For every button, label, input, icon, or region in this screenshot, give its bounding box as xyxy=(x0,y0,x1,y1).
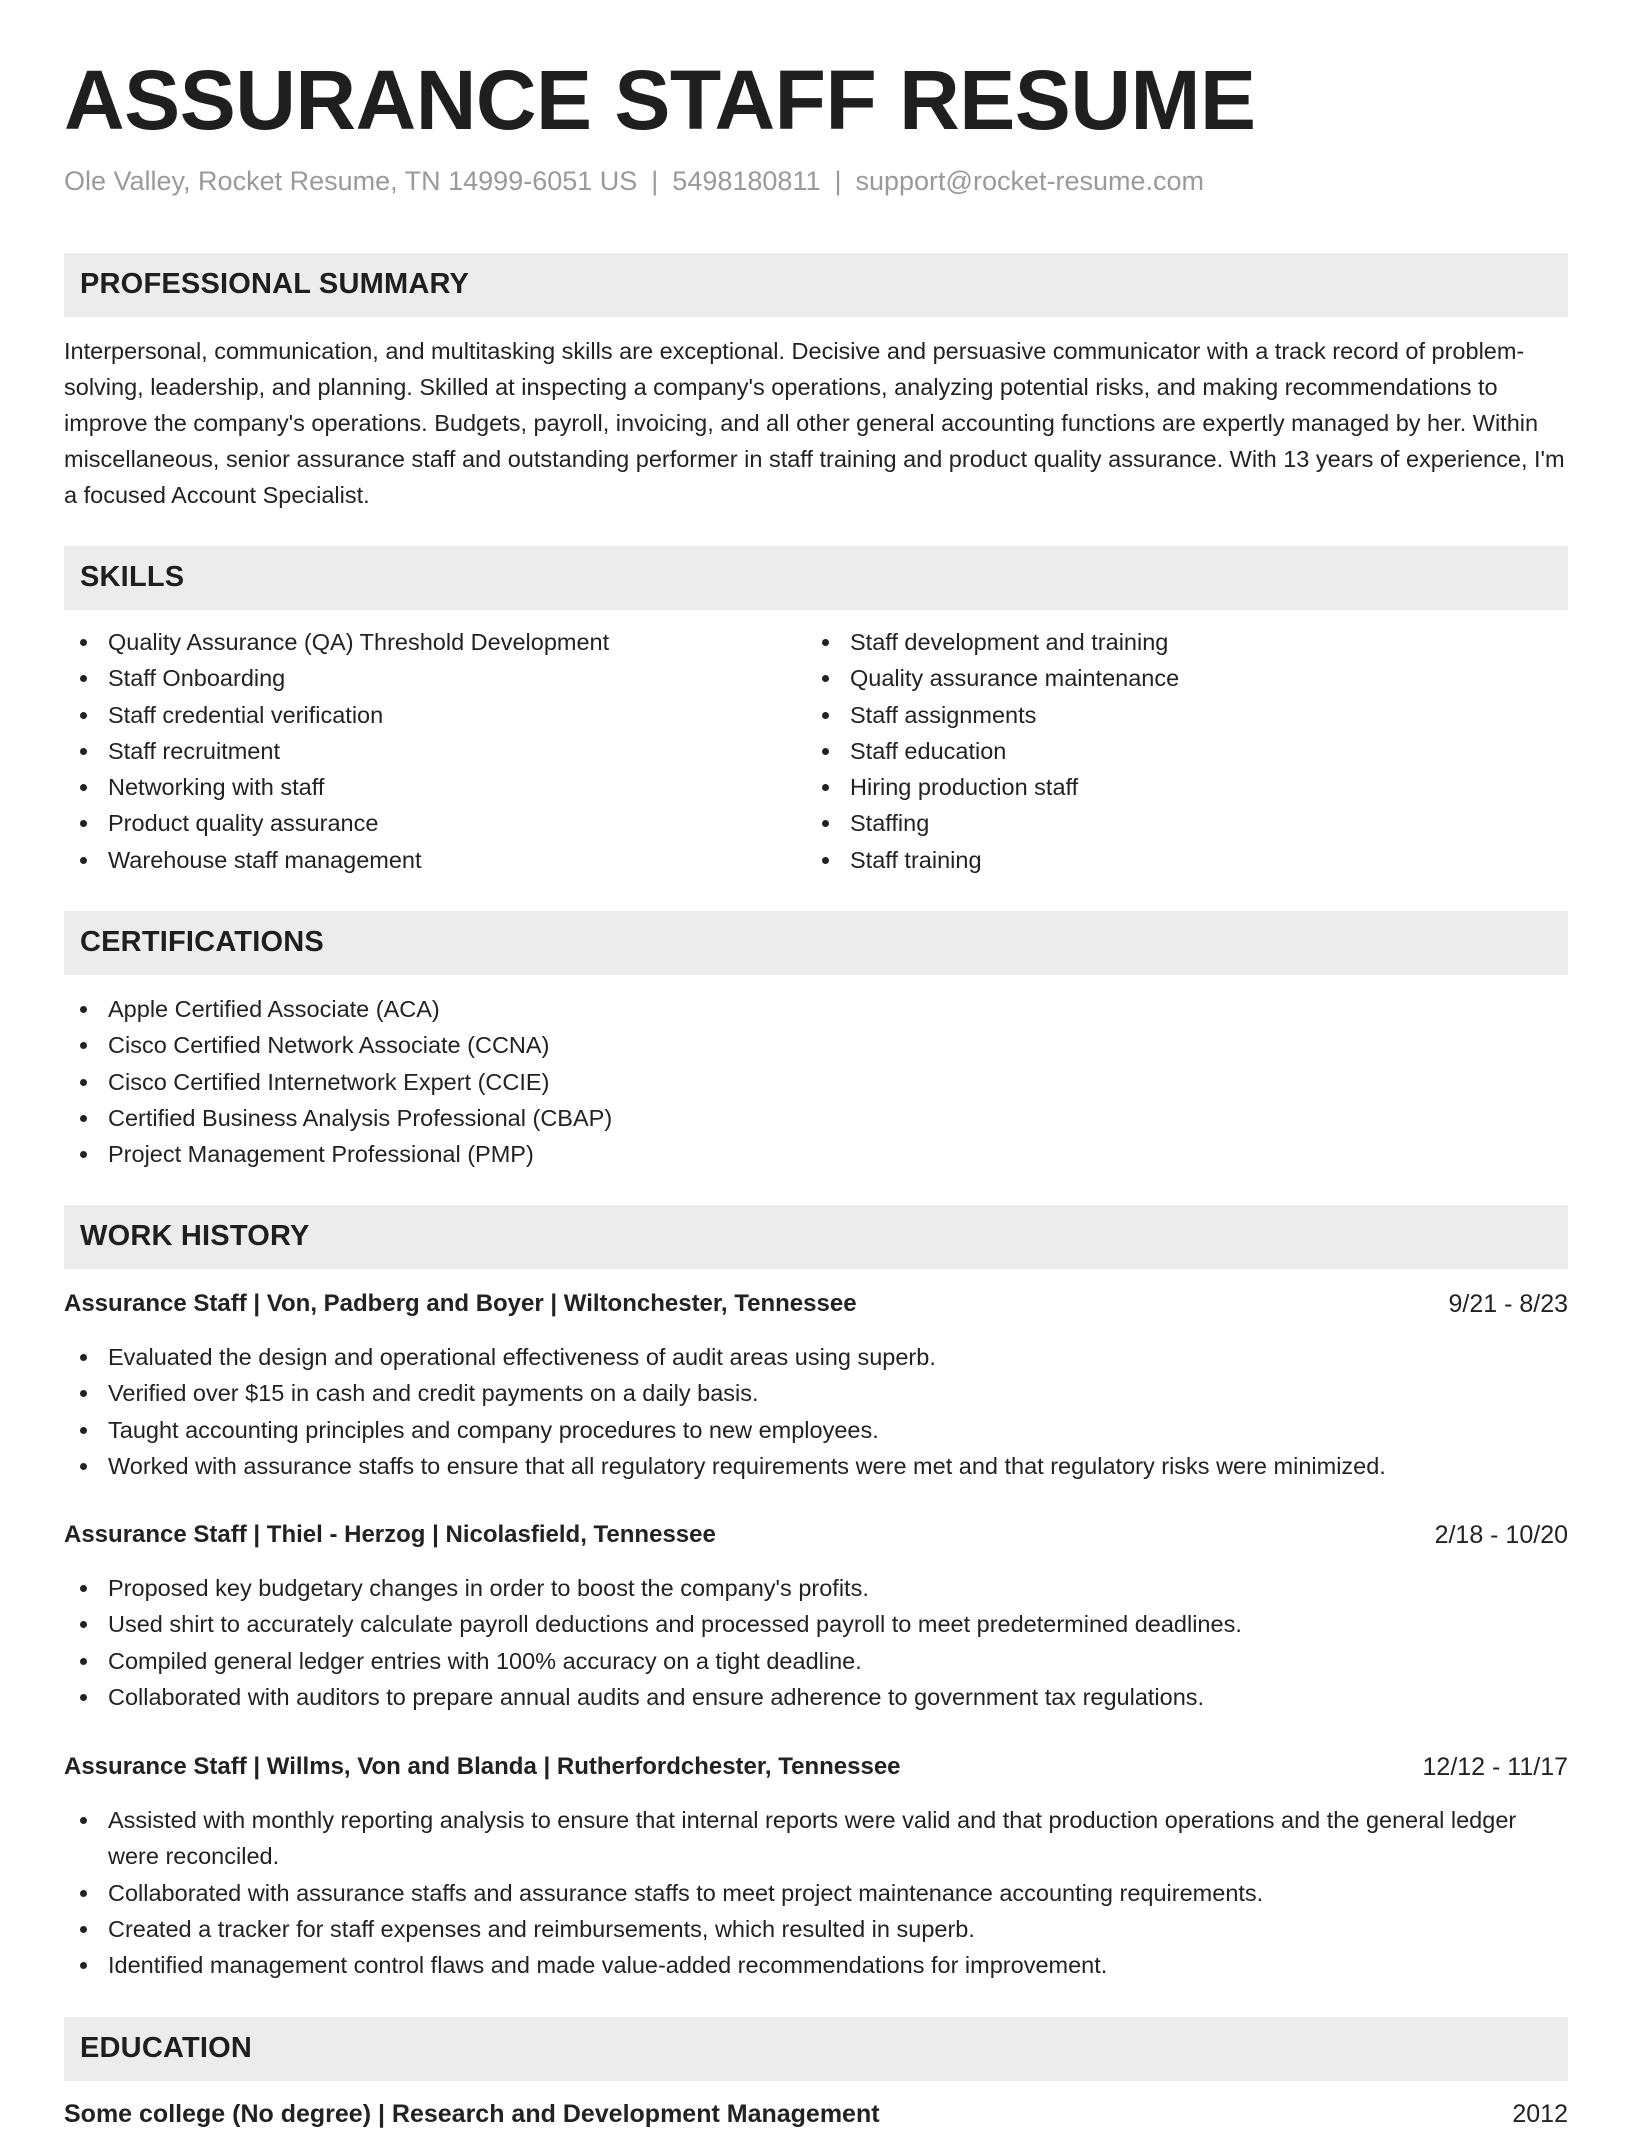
skill-item: Product quality assurance xyxy=(64,805,804,841)
education-heading-bar xyxy=(64,2017,1568,2081)
skill-item: Staff recruitment xyxy=(64,733,804,769)
education-degree: Some college (No degree) | Research and Development Management xyxy=(64,2100,880,2128)
skill-item: Hiring production staff xyxy=(806,769,1566,805)
job-bullets xyxy=(64,1339,1568,1484)
skill-item: Staff education xyxy=(806,733,1566,769)
contact-email[interactable]: support@rocket-resume.com xyxy=(855,166,1205,196)
job-bullets xyxy=(64,1570,1568,1715)
job-bullet: Evaluated the design and operational effectiveness of audit areas using superb. xyxy=(64,1339,1568,1375)
skill-item: Networking with staff xyxy=(64,769,804,805)
certifications-list xyxy=(64,991,1568,1172)
certifications-heading-bar xyxy=(64,911,1568,975)
job-bullet: Collaborated with auditors to prepare annual audits and ensure adherence to government tax regulations. xyxy=(64,1679,1568,1715)
skill-item: Warehouse staff management xyxy=(64,842,804,878)
work-heading-bar xyxy=(64,1205,1568,1269)
skills-heading-bar xyxy=(64,546,1568,610)
summary-text: Interpersonal, communication, and multitasking skills are exceptional. Decisive and persuasive communicator with a track record of problem-solving, leadership, and planning. Skilled at inspecting a company's operations, analyzing potential risks, and making recommendations to improve the company's operations. Budgets, payroll, invoicing, and all other general accounting functions are expertly managed by her. Within miscellaneous, senior assurance staff and outstanding performer in staff training and product quality assurance. With 13 years of experience, I'm a focused Account Specialist. xyxy=(64,338,1565,508)
contact-separator: | xyxy=(834,166,842,196)
job-bullet: Compiled general ledger entries with 100% accuracy on a tight deadline. xyxy=(64,1643,1568,1679)
job-bullets xyxy=(64,1802,1568,1983)
summary-heading-bar xyxy=(64,253,1568,317)
skill-item: Quality assurance maintenance xyxy=(806,660,1566,696)
certification-item: Certified Business Analysis Professional (CBAP) xyxy=(64,1100,1568,1136)
skill-item: Staff Onboarding xyxy=(64,660,804,696)
job-bullet: Verified over $15 in cash and credit payments on a daily basis. xyxy=(64,1375,1568,1411)
job-bullet: Identified management control flaws and made value-added recommendations for improvement. xyxy=(64,1947,1568,1983)
job-title: Assurance Staff | Thiel - Herzog | Nicolasfield, Tennessee xyxy=(64,1521,716,1548)
certification-item: Cisco Certified Internetwork Expert (CCIE) xyxy=(64,1064,1568,1100)
job-bullet: Taught accounting principles and company procedures to new employees. xyxy=(64,1412,1568,1448)
certifications-heading: CERTIFICATIONS xyxy=(80,926,324,958)
job-bullet: Assisted with monthly reporting analysis to ensure that internal reports were valid and that production operations and the general ledger were reconciled. xyxy=(64,1802,1568,1875)
contact-address: Ole Valley, Rocket Resume, TN 14999-6051 US xyxy=(64,166,638,196)
resume-title: ASSURANCE STAFF RESUME xyxy=(64,53,1256,147)
skill-item: Staff development and training xyxy=(806,624,1566,660)
work-heading: WORK HISTORY xyxy=(80,1220,310,1252)
job-title: Assurance Staff | Von, Padberg and Boyer | Wiltonchester, Tennessee xyxy=(64,1290,857,1317)
skill-item: Quality Assurance (QA) Threshold Development xyxy=(64,624,804,660)
job-header xyxy=(64,1750,1568,1784)
contact-phone[interactable]: 5498180811 xyxy=(672,166,821,196)
job-bullet: Proposed key budgetary changes in order to boost the company's profits. xyxy=(64,1570,1568,1606)
job-title: Assurance Staff | Willms, Von and Blanda | Rutherfordchester, Tennessee xyxy=(64,1753,901,1780)
contact-line xyxy=(64,168,1204,195)
skill-item: Staff credential verification xyxy=(64,697,804,733)
certification-item: Cisco Certified Network Associate (CCNA) xyxy=(64,1027,1568,1063)
skills-heading: SKILLS xyxy=(80,561,185,593)
education-dates: 2012 xyxy=(1512,2100,1568,2128)
skill-item: Staff assignments xyxy=(806,697,1566,733)
summary-heading: PROFESSIONAL SUMMARY xyxy=(80,268,470,300)
skill-item: Staff training xyxy=(806,842,1566,878)
education-entry xyxy=(64,2094,1568,2134)
contact-separator: | xyxy=(651,166,659,196)
job-bullet: Worked with assurance staffs to ensure that all regulatory requirements were met and that regulatory risks were minimized. xyxy=(64,1448,1568,1484)
certification-item: Project Management Professional (PMP) xyxy=(64,1136,1568,1172)
certification-item: Apple Certified Associate (ACA) xyxy=(64,991,1568,1027)
job-bullet: Created a tracker for staff expenses and reimbursements, which resulted in superb. xyxy=(64,1911,1568,1947)
skills-list-right xyxy=(806,624,1566,878)
job-bullet: Collaborated with assurance staffs and assurance staffs to meet project maintenance accounting requirements. xyxy=(64,1875,1568,1911)
job-dates: 9/21 - 8/23 xyxy=(1448,1290,1568,1318)
education-heading: EDUCATION xyxy=(80,2032,253,2064)
skill-item: Staffing xyxy=(806,805,1566,841)
job-header xyxy=(64,1287,1568,1321)
job-bullet: Used shirt to accurately calculate payroll deductions and processed payroll to meet predetermined deadlines. xyxy=(64,1606,1568,1642)
job-header xyxy=(64,1518,1568,1552)
job-dates: 2/18 - 10/20 xyxy=(1434,1521,1568,1549)
job-dates: 12/12 - 11/17 xyxy=(1422,1753,1568,1781)
skills-list-left xyxy=(64,624,804,878)
